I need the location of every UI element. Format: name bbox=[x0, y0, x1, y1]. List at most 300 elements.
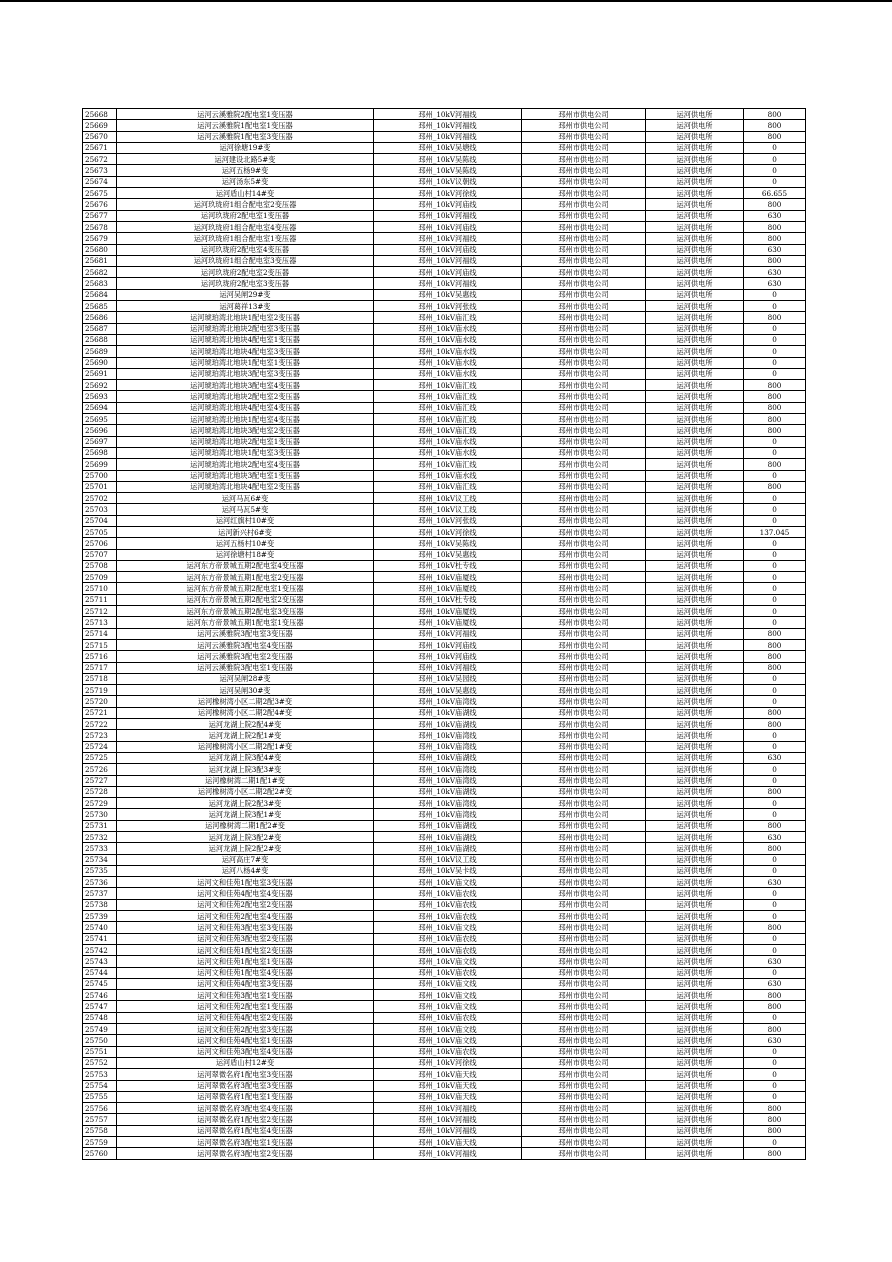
station-cell: 运河供电所 bbox=[646, 662, 744, 673]
company-cell: 邳州市供电公司 bbox=[522, 391, 646, 402]
company-cell: 邳州市供电公司 bbox=[522, 1080, 646, 1091]
capacity-cell: 800 bbox=[744, 1024, 806, 1035]
station-cell: 运河供电所 bbox=[646, 978, 744, 989]
transformer-name-cell: 运河琥珀湾北地块3配电室4变压器 bbox=[117, 380, 374, 391]
row-id-cell: 25746 bbox=[83, 990, 117, 1001]
station-cell: 运河供电所 bbox=[646, 933, 744, 944]
station-cell: 运河供电所 bbox=[646, 289, 744, 300]
station-cell: 运河供电所 bbox=[646, 854, 744, 865]
row-id-cell: 25748 bbox=[83, 1012, 117, 1023]
company-cell: 邳州市供电公司 bbox=[522, 233, 646, 244]
row-id-cell: 25753 bbox=[83, 1069, 117, 1080]
transformer-name-cell: 运河文和佳苑2配电室4变压器 bbox=[117, 911, 374, 922]
capacity-cell: 630 bbox=[744, 832, 806, 843]
capacity-cell: 0 bbox=[744, 368, 806, 379]
company-cell: 邳州市供电公司 bbox=[522, 515, 646, 526]
company-cell: 邳州市供电公司 bbox=[522, 617, 646, 628]
capacity-cell: 0 bbox=[744, 154, 806, 165]
station-cell: 运河供电所 bbox=[646, 922, 744, 933]
station-cell: 运河供电所 bbox=[646, 1114, 744, 1125]
capacity-cell: 800 bbox=[744, 414, 806, 425]
capacity-cell: 0 bbox=[744, 967, 806, 978]
station-cell: 运河供电所 bbox=[646, 301, 744, 312]
capacity-cell: 800 bbox=[744, 233, 806, 244]
capacity-cell: 800 bbox=[744, 109, 806, 120]
feeder-line-cell: 邳州_10kV庙汇线 bbox=[374, 312, 522, 323]
company-cell: 邳州市供电公司 bbox=[522, 1103, 646, 1114]
station-cell: 运河供电所 bbox=[646, 967, 744, 978]
station-cell: 运河供电所 bbox=[646, 944, 744, 955]
feeder-line-cell: 邳州_10kV庙厦线 bbox=[374, 572, 522, 583]
feeder-line-cell: 邳州_10kV河福线 bbox=[374, 131, 522, 142]
transformer-name-cell: 运河玖珑府2配电室1变压器 bbox=[117, 210, 374, 221]
feeder-line-cell: 邳州_10kV河庙线 bbox=[374, 651, 522, 662]
transformer-name-cell: 运河龙湖上院2配1#变 bbox=[117, 730, 374, 741]
company-cell: 邳州市供电公司 bbox=[522, 696, 646, 707]
capacity-cell: 0 bbox=[744, 289, 806, 300]
row-id-cell: 25725 bbox=[83, 752, 117, 763]
company-cell: 邳州市供电公司 bbox=[522, 639, 646, 650]
station-cell: 运河供电所 bbox=[646, 877, 744, 888]
row-id-cell: 25723 bbox=[83, 730, 117, 741]
transformer-name-cell: 运河云溪雅院3配电室4变压器 bbox=[117, 639, 374, 650]
table-row bbox=[83, 843, 806, 854]
feeder-line-cell: 邳州_10kV庙汇线 bbox=[374, 402, 522, 413]
row-id-cell: 25738 bbox=[83, 899, 117, 910]
station-cell: 运河供电所 bbox=[646, 583, 744, 594]
capacity-cell: 800 bbox=[744, 639, 806, 650]
company-cell: 邳州市供电公司 bbox=[522, 786, 646, 797]
table-row bbox=[83, 210, 806, 221]
feeder-line-cell: 邳州_10kV河福线 bbox=[374, 210, 522, 221]
transformer-name-cell: 运河文和佳苑1配电室4变压器 bbox=[117, 967, 374, 978]
station-cell: 运河供电所 bbox=[646, 730, 744, 741]
transformer-name-cell: 运河徐塘19#变 bbox=[117, 142, 374, 153]
transformer-name-cell: 运河龙湖上院2配3#变 bbox=[117, 798, 374, 809]
station-cell: 运河供电所 bbox=[646, 685, 744, 696]
row-id-cell: 25709 bbox=[83, 572, 117, 583]
company-cell: 邳州市供电公司 bbox=[522, 267, 646, 278]
transformer-name-cell: 运河龙湖上院3配3#变 bbox=[117, 764, 374, 775]
station-cell: 运河供电所 bbox=[646, 628, 744, 639]
transformer-name-cell: 运河琥珀湾北地块4配电室3变压器 bbox=[117, 346, 374, 357]
station-cell: 运河供电所 bbox=[646, 990, 744, 1001]
transformer-name-cell: 运河翠微名府1配电室2变压器 bbox=[117, 1114, 374, 1125]
row-id-cell: 25724 bbox=[83, 741, 117, 752]
transformer-name-cell: 运河琥珀湾北地块2配电室4变压器 bbox=[117, 459, 374, 470]
table-row bbox=[83, 730, 806, 741]
station-cell: 运河供电所 bbox=[646, 447, 744, 458]
station-cell: 运河供电所 bbox=[646, 188, 744, 199]
row-id-cell: 25668 bbox=[83, 109, 117, 120]
table-row bbox=[83, 854, 806, 865]
capacity-cell: 0 bbox=[744, 685, 806, 696]
table-row bbox=[83, 775, 806, 786]
company-cell: 邳州市供电公司 bbox=[522, 752, 646, 763]
company-cell: 邳州市供电公司 bbox=[522, 572, 646, 583]
row-id-cell: 25710 bbox=[83, 583, 117, 594]
table-row bbox=[83, 481, 806, 492]
row-id-cell: 25679 bbox=[83, 233, 117, 244]
station-cell: 运河供电所 bbox=[646, 199, 744, 210]
company-cell: 邳州市供电公司 bbox=[522, 1091, 646, 1102]
station-cell: 运河供电所 bbox=[646, 956, 744, 967]
station-cell: 运河供电所 bbox=[646, 1125, 744, 1136]
station-cell: 运河供电所 bbox=[646, 719, 744, 730]
station-cell: 运河供电所 bbox=[646, 414, 744, 425]
company-cell: 邳州市供电公司 bbox=[522, 1024, 646, 1035]
table-row bbox=[83, 978, 806, 989]
capacity-cell: 800 bbox=[744, 843, 806, 854]
feeder-line-cell: 邳州_10kV河福线 bbox=[374, 628, 522, 639]
transformer-name-cell: 运河吴闸28#变 bbox=[117, 673, 374, 684]
capacity-cell: 0 bbox=[744, 493, 806, 504]
transformer-name-cell: 运河龙湖上院2配2#变 bbox=[117, 843, 374, 854]
row-id-cell: 25672 bbox=[83, 154, 117, 165]
company-cell: 邳州市供电公司 bbox=[522, 255, 646, 266]
feeder-line-cell: 邳州_10kV庙天线 bbox=[374, 1137, 522, 1148]
feeder-line-cell: 邳州_10kV庙农线 bbox=[374, 1046, 522, 1057]
row-id-cell: 25712 bbox=[83, 606, 117, 617]
table-row bbox=[83, 289, 806, 300]
feeder-line-cell: 邳州_10kV河张线 bbox=[374, 301, 522, 312]
feeder-line-cell: 邳州_10kV河福线 bbox=[374, 1114, 522, 1125]
page-top-rule bbox=[0, 0, 892, 2]
feeder-line-cell: 邳州_10kV河庙线 bbox=[374, 639, 522, 650]
row-id-cell: 25731 bbox=[83, 820, 117, 831]
capacity-cell: 800 bbox=[744, 651, 806, 662]
transformer-name-cell: 运河盾山村12#变 bbox=[117, 1057, 374, 1068]
feeder-line-cell: 邳州_10kV河徐线 bbox=[374, 1057, 522, 1068]
company-cell: 邳州市供电公司 bbox=[522, 1012, 646, 1023]
capacity-cell: 800 bbox=[744, 221, 806, 232]
transformer-name-cell: 运河琥珀湾北地块3配电室2变压器 bbox=[117, 425, 374, 436]
feeder-line-cell: 邳州_10kV河福线 bbox=[374, 120, 522, 131]
feeder-line-cell: 邳州_10kV河张线 bbox=[374, 515, 522, 526]
feeder-line-cell: 邳州_10kV庙厦线 bbox=[374, 617, 522, 628]
table-row bbox=[83, 1080, 806, 1091]
transformer-name-cell: 运河翠微名府3配电室3变压器 bbox=[117, 1080, 374, 1091]
table-row bbox=[83, 538, 806, 549]
row-id-cell: 25671 bbox=[83, 142, 117, 153]
capacity-cell: 630 bbox=[744, 877, 806, 888]
feeder-line-cell: 邳州_10kV庙汇线 bbox=[374, 425, 522, 436]
transformer-name-cell: 运河文和佳苑2配电室1变压器 bbox=[117, 1001, 374, 1012]
station-cell: 运河供电所 bbox=[646, 617, 744, 628]
transformer-name-cell: 运河葛祥13#变 bbox=[117, 301, 374, 312]
feeder-line-cell: 邳州_10kV庙湖线 bbox=[374, 752, 522, 763]
transformer-name-cell: 运河五杨村10#变 bbox=[117, 538, 374, 549]
feeder-line-cell: 邳州_10kV庙文线 bbox=[374, 990, 522, 1001]
feeder-line-cell: 邳州_10kV庙农线 bbox=[374, 1012, 522, 1023]
table-row bbox=[83, 1012, 806, 1023]
station-cell: 运河供电所 bbox=[646, 278, 744, 289]
transformer-name-cell: 运河文和佳苑4配电室4变压器 bbox=[117, 888, 374, 899]
feeder-line-cell: 邳州_10kV庙水线 bbox=[374, 323, 522, 334]
table-row bbox=[83, 1046, 806, 1057]
company-cell: 邳州市供电公司 bbox=[522, 470, 646, 481]
row-id-cell: 25700 bbox=[83, 470, 117, 481]
station-cell: 运河供电所 bbox=[646, 425, 744, 436]
company-cell: 邳州市供电公司 bbox=[522, 719, 646, 730]
capacity-cell: 0 bbox=[744, 549, 806, 560]
table-row bbox=[83, 944, 806, 955]
feeder-line-cell: 邳州_10kV庙水线 bbox=[374, 334, 522, 345]
feeder-line-cell: 邳州_10kV吴卡线 bbox=[374, 865, 522, 876]
transformer-name-cell: 运河马瓦6#变 bbox=[117, 493, 374, 504]
row-id-cell: 25739 bbox=[83, 911, 117, 922]
feeder-line-cell: 邳州_10kV杜专线 bbox=[374, 594, 522, 605]
station-cell: 运河供电所 bbox=[646, 109, 744, 120]
feeder-line-cell: 邳州_10kV庙农线 bbox=[374, 967, 522, 978]
station-cell: 运河供电所 bbox=[646, 267, 744, 278]
table-row bbox=[83, 719, 806, 730]
transformer-name-cell: 运河翠微名府1配电室1变压器 bbox=[117, 1091, 374, 1102]
station-cell: 运河供电所 bbox=[646, 1080, 744, 1091]
station-cell: 运河供电所 bbox=[646, 911, 744, 922]
feeder-line-cell: 邳州_10kV庙文线 bbox=[374, 1024, 522, 1035]
capacity-cell: 0 bbox=[744, 176, 806, 187]
transformer-table-container bbox=[82, 108, 805, 1160]
capacity-cell: 630 bbox=[744, 210, 806, 221]
station-cell: 运河供电所 bbox=[646, 210, 744, 221]
capacity-cell: 800 bbox=[744, 1125, 806, 1136]
feeder-line-cell: 邳州_10kV河庙线 bbox=[374, 221, 522, 232]
row-id-cell: 25682 bbox=[83, 267, 117, 278]
capacity-cell: 0 bbox=[744, 865, 806, 876]
feeder-line-cell: 邳州_10kV吴园线 bbox=[374, 673, 522, 684]
feeder-line-cell: 邳州_10kV议工线 bbox=[374, 493, 522, 504]
capacity-cell: 0 bbox=[744, 809, 806, 820]
feeder-line-cell: 邳州_10kV庙汇线 bbox=[374, 391, 522, 402]
transformer-name-cell: 运河汤东5#变 bbox=[117, 176, 374, 187]
transformer-name-cell: 运河翠微名府3配电室1变压器 bbox=[117, 1137, 374, 1148]
transformer-name-cell: 运河琥珀湾北地块2配电室1变压器 bbox=[117, 436, 374, 447]
capacity-cell: 800 bbox=[744, 120, 806, 131]
row-id-cell: 25669 bbox=[83, 120, 117, 131]
capacity-cell: 0 bbox=[744, 583, 806, 594]
company-cell: 邳州市供电公司 bbox=[522, 944, 646, 955]
station-cell: 运河供电所 bbox=[646, 221, 744, 232]
feeder-line-cell: 邳州_10kV庙湖线 bbox=[374, 719, 522, 730]
company-cell: 邳州市供电公司 bbox=[522, 120, 646, 131]
feeder-line-cell: 邳州_10kV河徐线 bbox=[374, 526, 522, 537]
table-row bbox=[83, 594, 806, 605]
feeder-line-cell: 邳州_10kV庙汇线 bbox=[374, 459, 522, 470]
table-row bbox=[83, 142, 806, 153]
company-cell: 邳州市供电公司 bbox=[522, 1035, 646, 1046]
table-row bbox=[83, 154, 806, 165]
transformer-name-cell: 运河文和佳苑3配电室1变压器 bbox=[117, 990, 374, 1001]
table-row bbox=[83, 662, 806, 673]
transformer-name-cell: 运河琥珀湾北地块4配电室2变压器 bbox=[117, 481, 374, 492]
company-cell: 邳州市供电公司 bbox=[522, 504, 646, 515]
table-row bbox=[83, 741, 806, 752]
table-row bbox=[83, 1091, 806, 1102]
transformer-name-cell: 运河盾山村14#变 bbox=[117, 188, 374, 199]
row-id-cell: 25680 bbox=[83, 244, 117, 255]
transformer-name-cell: 运河玖珑府2配电室2变压器 bbox=[117, 267, 374, 278]
feeder-line-cell: 邳州_10kV庙水线 bbox=[374, 346, 522, 357]
table-row bbox=[83, 515, 806, 526]
feeder-line-cell: 邳州_10kV河徐线 bbox=[374, 188, 522, 199]
capacity-cell: 630 bbox=[744, 244, 806, 255]
table-row bbox=[83, 278, 806, 289]
company-cell: 邳州市供电公司 bbox=[522, 990, 646, 1001]
capacity-cell: 0 bbox=[744, 854, 806, 865]
transformer-name-cell: 运河玖珑府1组合配电室4变压器 bbox=[117, 221, 374, 232]
row-id-cell: 25715 bbox=[83, 639, 117, 650]
transformer-name-cell: 运河琥珀湾北地块3配电室1变压器 bbox=[117, 470, 374, 481]
row-id-cell: 25683 bbox=[83, 278, 117, 289]
row-id-cell: 25702 bbox=[83, 493, 117, 504]
table-row bbox=[83, 786, 806, 797]
station-cell: 运河供电所 bbox=[646, 120, 744, 131]
feeder-line-cell: 邳州_10kV庙湾线 bbox=[374, 798, 522, 809]
row-id-cell: 25734 bbox=[83, 854, 117, 865]
station-cell: 运河供电所 bbox=[646, 786, 744, 797]
transformer-name-cell: 运河云溪雅院3配电室2变压器 bbox=[117, 651, 374, 662]
company-cell: 邳州市供电公司 bbox=[522, 730, 646, 741]
row-id-cell: 25685 bbox=[83, 301, 117, 312]
station-cell: 运河供电所 bbox=[646, 843, 744, 854]
station-cell: 运河供电所 bbox=[646, 594, 744, 605]
company-cell: 邳州市供电公司 bbox=[522, 323, 646, 334]
company-cell: 邳州市供电公司 bbox=[522, 888, 646, 899]
capacity-cell: 800 bbox=[744, 391, 806, 402]
capacity-cell: 800 bbox=[744, 1103, 806, 1114]
table-row bbox=[83, 255, 806, 266]
table-row bbox=[83, 673, 806, 684]
row-id-cell: 25692 bbox=[83, 380, 117, 391]
row-id-cell: 25708 bbox=[83, 560, 117, 571]
table-row bbox=[83, 820, 806, 831]
station-cell: 运河供电所 bbox=[646, 233, 744, 244]
feeder-line-cell: 邳州_10kV河庙线 bbox=[374, 244, 522, 255]
feeder-line-cell: 邳州_10kV庙湖线 bbox=[374, 843, 522, 854]
station-cell: 运河供电所 bbox=[646, 255, 744, 266]
capacity-cell: 800 bbox=[744, 1148, 806, 1159]
table-row bbox=[83, 752, 806, 763]
company-cell: 邳州市供电公司 bbox=[522, 459, 646, 470]
transformer-name-cell: 运河文和佳苑4配电室3变压器 bbox=[117, 978, 374, 989]
feeder-line-cell: 邳州_10kV庙农线 bbox=[374, 944, 522, 955]
table-row bbox=[83, 628, 806, 639]
feeder-line-cell: 邳州_10kV河福线 bbox=[374, 1125, 522, 1136]
row-id-cell: 25722 bbox=[83, 719, 117, 730]
feeder-line-cell: 邳州_10kV议工线 bbox=[374, 504, 522, 515]
company-cell: 邳州市供电公司 bbox=[522, 109, 646, 120]
company-cell: 邳州市供电公司 bbox=[522, 673, 646, 684]
row-id-cell: 25756 bbox=[83, 1103, 117, 1114]
row-id-cell: 25729 bbox=[83, 798, 117, 809]
row-id-cell: 25678 bbox=[83, 221, 117, 232]
company-cell: 邳州市供电公司 bbox=[522, 741, 646, 752]
capacity-cell: 800 bbox=[744, 1114, 806, 1125]
row-id-cell: 25760 bbox=[83, 1148, 117, 1159]
table-row bbox=[83, 131, 806, 142]
table-row bbox=[83, 526, 806, 537]
row-id-cell: 25694 bbox=[83, 402, 117, 413]
table-row bbox=[83, 967, 806, 978]
row-id-cell: 25743 bbox=[83, 956, 117, 967]
station-cell: 运河供电所 bbox=[646, 1103, 744, 1114]
feeder-line-cell: 邳州_10kV庙文线 bbox=[374, 956, 522, 967]
capacity-cell: 0 bbox=[744, 436, 806, 447]
transformer-name-cell: 运河翠微名府1配电室4变压器 bbox=[117, 1125, 374, 1136]
station-cell: 运河供电所 bbox=[646, 346, 744, 357]
company-cell: 邳州市供电公司 bbox=[522, 289, 646, 300]
company-cell: 邳州市供电公司 bbox=[522, 820, 646, 831]
transformer-name-cell: 运河文和佳苑3配电室3变压器 bbox=[117, 922, 374, 933]
table-row bbox=[83, 832, 806, 843]
company-cell: 邳州市供电公司 bbox=[522, 210, 646, 221]
station-cell: 运河供电所 bbox=[646, 142, 744, 153]
row-id-cell: 25726 bbox=[83, 764, 117, 775]
company-cell: 邳州市供电公司 bbox=[522, 1046, 646, 1057]
capacity-cell: 0 bbox=[744, 560, 806, 571]
capacity-cell: 800 bbox=[744, 425, 806, 436]
station-cell: 运河供电所 bbox=[646, 380, 744, 391]
station-cell: 运河供电所 bbox=[646, 323, 744, 334]
company-cell: 邳州市供电公司 bbox=[522, 899, 646, 910]
row-id-cell: 25735 bbox=[83, 865, 117, 876]
transformer-name-cell: 运河高庄7#变 bbox=[117, 854, 374, 865]
transformer-name-cell: 运河龙湖上院3配1#变 bbox=[117, 809, 374, 820]
row-id-cell: 25703 bbox=[83, 504, 117, 515]
row-id-cell: 25755 bbox=[83, 1091, 117, 1102]
capacity-cell: 800 bbox=[744, 628, 806, 639]
station-cell: 运河供电所 bbox=[646, 402, 744, 413]
table-row bbox=[83, 617, 806, 628]
table-row bbox=[83, 865, 806, 876]
company-cell: 邳州市供电公司 bbox=[522, 1137, 646, 1148]
capacity-cell: 0 bbox=[744, 606, 806, 617]
company-cell: 邳州市供电公司 bbox=[522, 1069, 646, 1080]
feeder-line-cell: 邳州_10kV庙厦线 bbox=[374, 583, 522, 594]
table-row bbox=[83, 233, 806, 244]
feeder-line-cell: 邳州_10kV庙水线 bbox=[374, 447, 522, 458]
row-id-cell: 25749 bbox=[83, 1024, 117, 1035]
table-row bbox=[83, 459, 806, 470]
row-id-cell: 25693 bbox=[83, 391, 117, 402]
row-id-cell: 25727 bbox=[83, 775, 117, 786]
company-cell: 邳州市供电公司 bbox=[522, 244, 646, 255]
company-cell: 邳州市供电公司 bbox=[522, 278, 646, 289]
company-cell: 邳州市供电公司 bbox=[522, 978, 646, 989]
station-cell: 运河供电所 bbox=[646, 357, 744, 368]
table-row bbox=[83, 380, 806, 391]
table-row bbox=[83, 436, 806, 447]
feeder-line-cell: 邳州_10kV庙湾线 bbox=[374, 696, 522, 707]
company-cell: 邳州市供电公司 bbox=[522, 199, 646, 210]
row-id-cell: 25689 bbox=[83, 346, 117, 357]
table-row bbox=[83, 1125, 806, 1136]
transformer-name-cell: 运河吴闸30#变 bbox=[117, 685, 374, 696]
table-row bbox=[83, 301, 806, 312]
capacity-cell: 800 bbox=[744, 820, 806, 831]
row-id-cell: 25699 bbox=[83, 459, 117, 470]
capacity-cell: 0 bbox=[744, 470, 806, 481]
station-cell: 运河供电所 bbox=[646, 1001, 744, 1012]
row-id-cell: 25690 bbox=[83, 357, 117, 368]
transformer-name-cell: 运河文和佳苑1配电室1变压器 bbox=[117, 956, 374, 967]
station-cell: 运河供电所 bbox=[646, 131, 744, 142]
station-cell: 运河供电所 bbox=[646, 1057, 744, 1068]
transformer-name-cell: 运河翠微名府1配电室3变压器 bbox=[117, 1069, 374, 1080]
station-cell: 运河供电所 bbox=[646, 707, 744, 718]
company-cell: 邳州市供电公司 bbox=[522, 854, 646, 865]
